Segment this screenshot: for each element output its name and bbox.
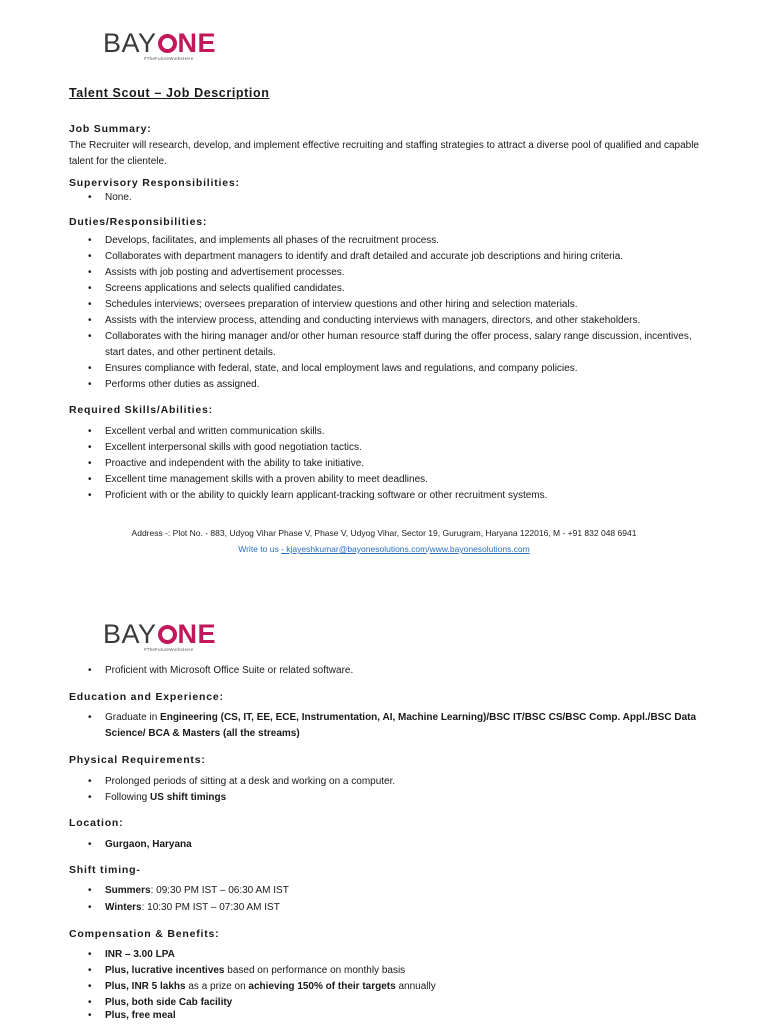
list-item: • Plus, both side Cab facility: [88, 995, 708, 1011]
physical-heading: Physical Requirements:: [69, 754, 206, 766]
education-heading: Education and Experience:: [69, 691, 224, 703]
list-item: • Ensures compliance with federal, state, and local employment laws and regulations, and company policies.: [88, 361, 708, 377]
list-item: • Proactive and independent with the ability to take initiative.: [88, 456, 708, 472]
list-item: • Plus, free meal: [88, 1008, 708, 1024]
logo-ring-icon: [158, 34, 177, 53]
email-link[interactable]: - kjayeshkumar@bayonesolutions.com: [281, 544, 428, 554]
list-item: • Plus, lucrative incentives based on performance on monthly basis: [88, 963, 708, 979]
compensation-heading: Compensation & Benefits:: [69, 928, 220, 940]
location-heading: Location:: [69, 817, 124, 829]
bayone-logo: BAY NE #TheFutureWorksHere: [103, 619, 217, 652]
list-item: • Gurgaon, Haryana: [88, 837, 708, 853]
list-item: • Collaborates with the hiring manager and/or other human resource staff during the offer process, salary range discussion, incentives, start dates, and other pertinent details.: [88, 329, 708, 361]
duties-heading: Duties/Responsibilities:: [69, 216, 208, 228]
list-item: • Develops, facilitates, and implements all phases of the recruitment process.: [88, 233, 708, 249]
page-title: Talent Scout – Job Description: [69, 86, 270, 100]
list-item: • Prolonged periods of sitting at a desk and working on a computer.: [88, 774, 708, 790]
list-item: • Following US shift timings: [88, 790, 708, 806]
shift-heading: Shift timing-: [69, 864, 141, 876]
list-item: • Proficient with Microsoft Office Suite or related software.: [88, 663, 708, 679]
skills-heading: Required Skills/Abilities:: [69, 404, 213, 416]
list-item: • None.: [88, 190, 708, 206]
bayone-logo: BAY NE #TheFutureWorksHere: [103, 28, 217, 61]
job-summary-heading: Job Summary:: [69, 123, 152, 135]
list-item: • Performs other duties as assigned.: [88, 377, 708, 393]
list-item: • Winters: 10:30 PM IST – 07:30 AM IST: [88, 900, 708, 916]
job-summary-text: The Recruiter will research, develop, and implement effective recruiting and staffing strategies to attract a diverse pool of qualified and capable talent for the clientele.: [69, 140, 699, 167]
list-item: • Assists with the interview process, attending and conducting interviews with managers, directors, and other stakeholders.: [88, 313, 708, 329]
list-item: • Excellent interpersonal skills with good negotiation tactics.: [88, 440, 708, 456]
list-item: • Graduate in Engineering (CS, IT, EE, ECE, Instrumentation, AI, Machine Learning)/BSC IT/BSC CS/BSC Comp. Appl./BSC Data Science/ BCA & Masters (all the streams): [88, 710, 708, 742]
list-item: • Screens applications and selects qualified candidates.: [88, 281, 708, 297]
footer-contact: Write to us - kjayeshkumar@bayonesolutions.com/www.bayonesolutions.com: [238, 544, 530, 554]
list-item: • Proficient with or the ability to quickly learn applicant-tracking software or other recruitment systems.: [88, 488, 708, 504]
list-item: • Plus, INR 5 lakhs as a prize on achieving 150% of their targets annually: [88, 979, 708, 995]
footer-address: Address -: Plot No. - 883, Udyog Vihar Phase V, Phase V, Udyog Vihar, Sector 19, Gurugram, Haryana 122016, M - +91 832 048 6941: [131, 528, 637, 538]
website-link[interactable]: www.bayonesolutions.com: [429, 544, 530, 554]
logo-ring-icon: [158, 625, 177, 644]
list-item: • Excellent time management skills with a proven ability to meet deadlines.: [88, 472, 708, 488]
supervisory-heading: Supervisory Responsibilities:: [69, 177, 240, 189]
list-item: • Excellent verbal and written communication skills.: [88, 424, 708, 440]
list-item: • Collaborates with department managers to identify and draft detailed and accurate job descriptions and hiring criteria.: [88, 249, 708, 265]
list-item: • Summers: 09:30 PM IST – 06:30 AM IST: [88, 883, 708, 899]
list-item: • INR – 3.00 LPA: [88, 947, 708, 963]
list-item: • Assists with job posting and advertisement processes.: [88, 265, 708, 281]
list-item: • Schedules interviews; oversees preparation of interview questions and other hiring and selection materials.: [88, 297, 708, 313]
